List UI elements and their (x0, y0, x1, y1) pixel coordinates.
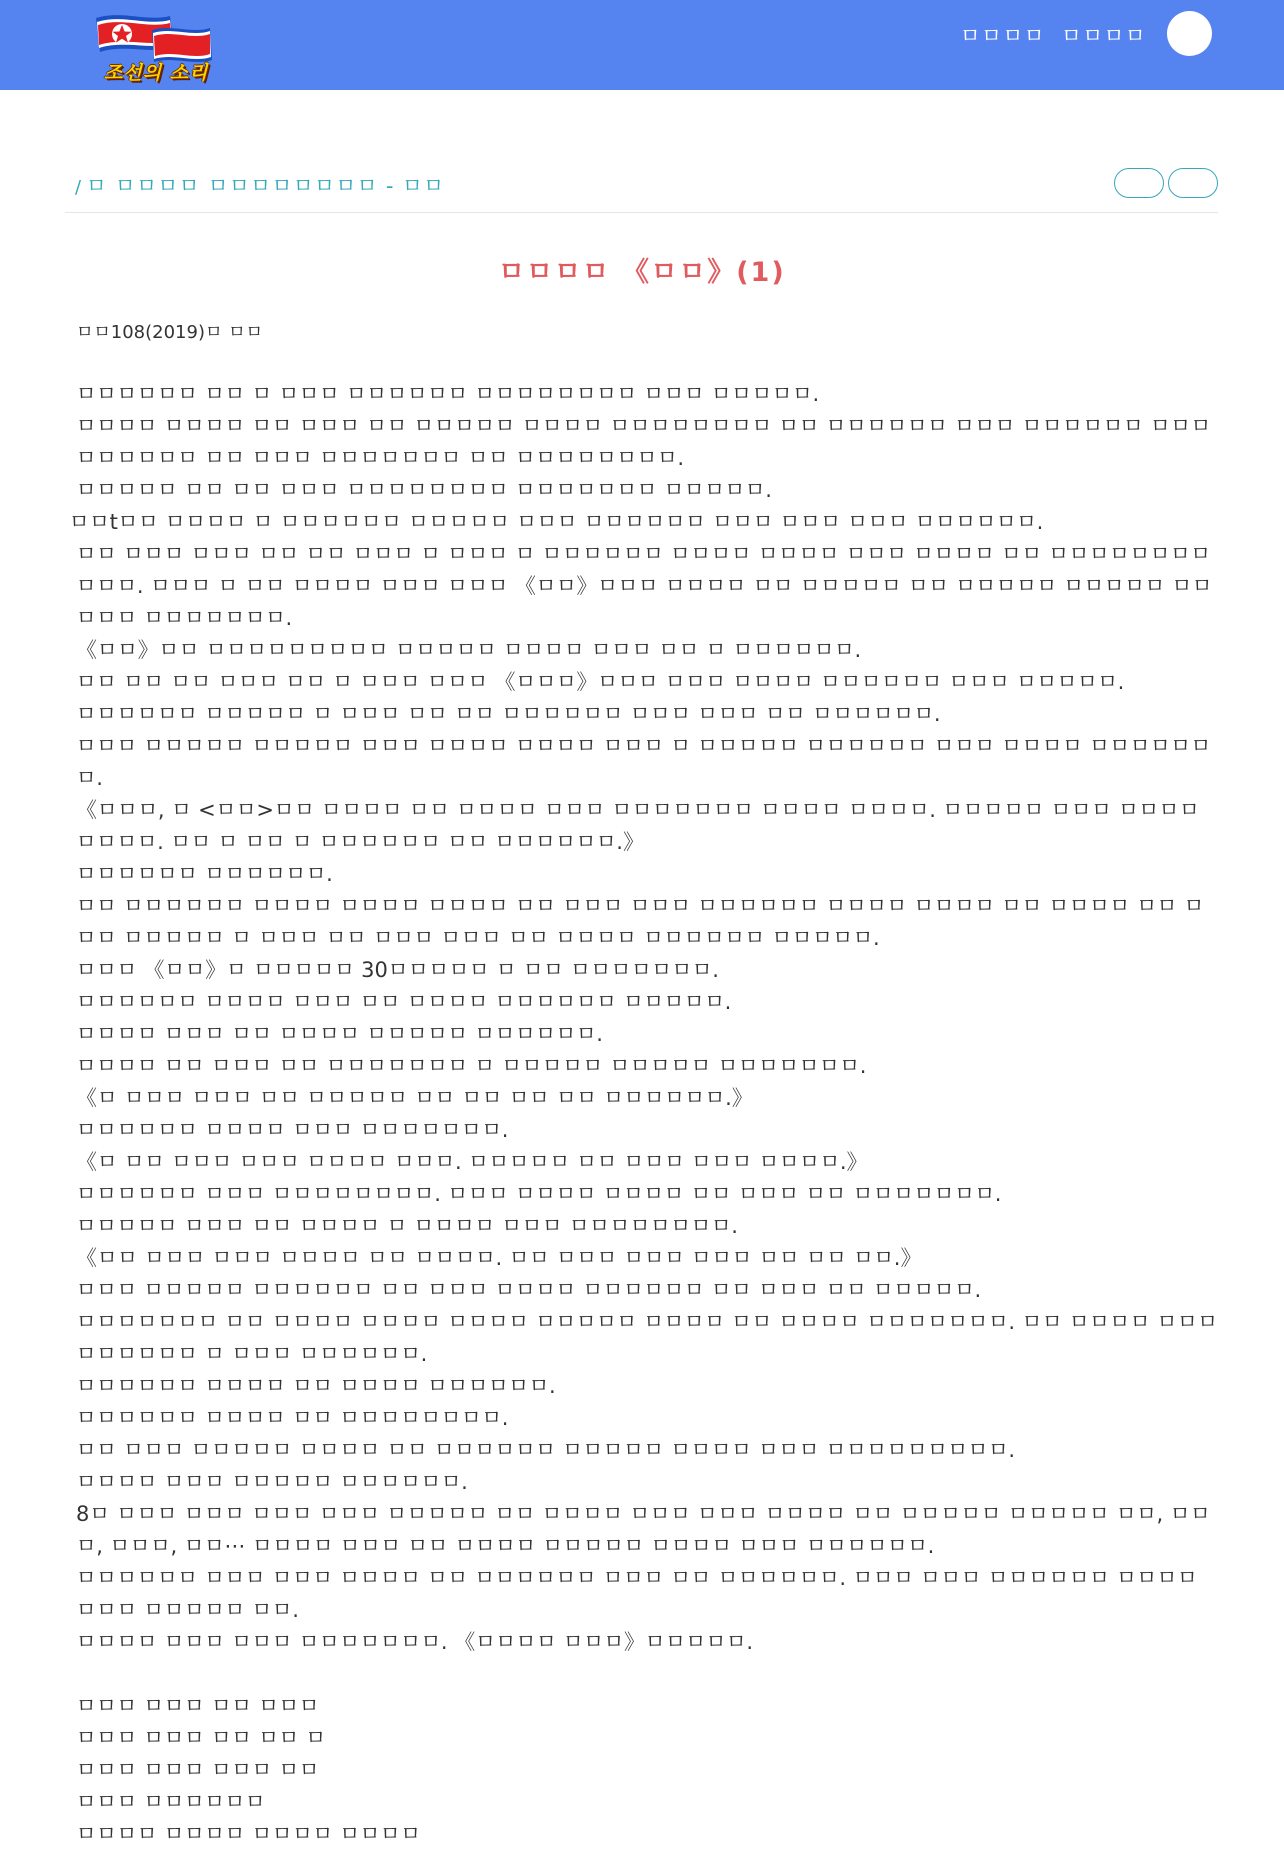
paragraph: ㅁㅁㅁㅁ ㅁㅁ ㅁㅁㅁ ㅁㅁ ㅁㅁㅁㅁㅁㅁㅁ ㅁ ㅁㅁㅁㅁㅁ ㅁㅁㅁㅁㅁ ㅁㅁㅁㅁㅁㅁㅁ. (76, 1054, 867, 1078)
paragraph: ㅁㅁㅁㅁㅁ ㅁㅁㅁ ㅁㅁ ㅁㅁㅁㅁ ㅁ ㅁㅁㅁㅁ ㅁㅁㅁ ㅁㅁㅁㅁㅁㅁㅁㅁ. (76, 1214, 738, 1238)
verse-line: ㅁㅁㅁ ㅁㅁㅁㅁㅁㅁ (76, 1790, 266, 1814)
article-title: ㅁㅁㅁㅁ 《ㅁㅁ》(1) (498, 257, 786, 288)
verse-line: ㅁㅁㅁ ㅁㅁㅁ ㅁㅁ ㅁㅁ ㅁ (76, 1726, 326, 1750)
paragraph: ㅁㅁㅁㅁ ㅁㅁㅁ ㅁㅁ ㅁㅁㅁㅁ ㅁㅁㅁㅁㅁ ㅁㅁㅁㅁㅁㅁ. (76, 1022, 603, 1046)
paragraph: ㅁㅁtㅁㅁ ㅁㅁㅁㅁ ㅁ ㅁㅁㅁㅁㅁㅁ ㅁㅁㅁㅁㅁ ㅁㅁㅁ ㅁㅁㅁㅁㅁㅁ ㅁㅁㅁ ㅁㅁㅁ ㅁㅁㅁ ㅁㅁㅁㅁㅁㅁ. (69, 510, 1044, 534)
logo-text: 조선의 소리 (104, 62, 209, 84)
verse-line: ㅁㅁㅁ ㅁㅁㅁ ㅁㅁ ㅁㅁㅁ (76, 1694, 320, 1718)
paragraph: ㅁㅁㅁㅁㅁㅁ ㅁㅁㅁㅁ ㅁㅁ ㅁㅁㅁㅁ ㅁㅁㅁㅁㅁㅁ. (76, 1374, 556, 1398)
nav-item-1[interactable]: ㅁㅁㅁㅁ (960, 24, 1046, 48)
paragraph: ㅁㅁㅁㅁㅁㅁ ㅁㅁㅁㅁ ㅁㅁㅁ ㅁㅁㅁㅁㅁㅁㅁ. (76, 1118, 509, 1142)
breadcrumb-separator: / (75, 177, 83, 198)
share-button[interactable] (1168, 168, 1218, 198)
paragraph: ㅁㅁㅁㅁㅁㅁ ㅁㅁㅁ ㅁㅁㅁ ㅁㅁㅁㅁ ㅁㅁ ㅁㅁㅁㅁㅁㅁ ㅁㅁㅁ ㅁㅁ ㅁㅁㅁㅁㅁㅁ. ㅁㅁㅁ ㅁㅁㅁ ㅁㅁㅁㅁㅁㅁ ㅁㅁㅁㅁ ㅁㅁㅁ ㅁㅁㅁㅁㅁ ㅁㅁ. (76, 1566, 1198, 1622)
paragraph: 《ㅁㅁ ㅁㅁㅁ ㅁㅁㅁ ㅁㅁㅁㅁ ㅁㅁ ㅁㅁㅁㅁ. ㅁㅁ ㅁㅁㅁ ㅁㅁㅁ ㅁㅁㅁ ㅁㅁ ㅁㅁ ㅁㅁ.》 (76, 1246, 922, 1270)
print-button[interactable] (1114, 168, 1164, 198)
main-nav (950, 20, 1154, 50)
spacer (69, 1658, 1219, 1690)
paragraph: ㅁㅁㅁㅁ ㅁㅁㅁㅁ ㅁㅁ ㅁㅁㅁ ㅁㅁ ㅁㅁㅁㅁㅁ ㅁㅁㅁㅁ ㅁㅁㅁㅁㅁㅁㅁㅁ ㅁㅁ ㅁㅁㅁㅁㅁㅁ ㅁㅁㅁ ㅁㅁㅁㅁㅁㅁ ㅁㅁㅁ ㅁㅁㅁㅁㅁㅁ ㅁㅁ ㅁㅁㅁ ㅁㅁㅁㅁㅁㅁㅁ ㅁㅁ ㅁㅁㅁㅁㅁㅁㅁㅁ. (76, 414, 1211, 470)
paragraph: ㅁㅁ ㅁㅁㅁㅁㅁㅁ ㅁㅁㅁㅁ ㅁㅁㅁㅁ ㅁㅁㅁㅁ ㅁㅁ ㅁㅁㅁ ㅁㅁㅁ ㅁㅁㅁㅁㅁㅁ ㅁㅁㅁㅁ ㅁㅁㅁㅁ ㅁㅁ ㅁㅁㅁㅁ ㅁㅁ ㅁㅁㅁ ㅁㅁㅁㅁㅁ ㅁ ㅁㅁㅁ ㅁㅁ ㅁㅁㅁ ㅁㅁㅁ ㅁㅁ ㅁㅁㅁㅁ ㅁㅁㅁㅁㅁㅁ ㅁㅁㅁㅁㅁ. (76, 894, 1205, 950)
paragraph: ㅁㅁㅁㅁㅁㅁㅁ ㅁㅁ ㅁㅁㅁㅁ ㅁㅁㅁㅁ ㅁㅁㅁㅁ ㅁㅁㅁㅁㅁ ㅁㅁㅁㅁ ㅁㅁ ㅁㅁㅁㅁ ㅁㅁㅁㅁㅁㅁㅁ. ㅁㅁ ㅁㅁㅁㅁ ㅁㅁㅁ ㅁㅁㅁㅁㅁㅁ ㅁ ㅁㅁㅁ ㅁㅁㅁㅁㅁㅁ. (76, 1310, 1218, 1366)
verse-line: ㅁㅁㅁ ㅁㅁㅁ ㅁㅁㅁ ㅁㅁ (76, 1758, 320, 1782)
paragraph: 《ㅁㅁ》ㅁㅁ ㅁㅁㅁㅁㅁㅁㅁㅁㅁ ㅁㅁㅁㅁㅁ ㅁㅁㅁㅁ ㅁㅁㅁ ㅁㅁ ㅁ ㅁㅁㅁㅁㅁㅁ. (76, 638, 862, 662)
paragraph: ㅁㅁㅁ ㅁㅁㅁㅁㅁ ㅁㅁㅁㅁㅁ ㅁㅁㅁ ㅁㅁㅁㅁ ㅁㅁㅁㅁ ㅁㅁㅁ ㅁ ㅁㅁㅁㅁㅁ ㅁㅁㅁㅁㅁㅁ ㅁㅁㅁ ㅁㅁㅁㅁ ㅁㅁㅁㅁㅁㅁㅁ. (76, 734, 1211, 790)
paragraph: 《ㅁ ㅁㅁ ㅁㅁㅁ ㅁㅁㅁ ㅁㅁㅁㅁ ㅁㅁㅁ. ㅁㅁㅁㅁㅁ ㅁㅁ ㅁㅁㅁ ㅁㅁㅁ ㅁㅁㅁㅁ.》 (76, 1150, 868, 1174)
paragraph: ㅁㅁㅁㅁㅁㅁ ㅁㅁㅁㅁㅁㅁ. (76, 862, 333, 886)
paragraph: ㅁㅁㅁㅁㅁㅁ ㅁㅁㅁㅁ ㅁㅁㅁ ㅁㅁ ㅁㅁㅁㅁ ㅁㅁㅁㅁㅁㅁ ㅁㅁㅁㅁㅁ. (76, 990, 732, 1014)
paragraph: 《ㅁ ㅁㅁㅁ ㅁㅁㅁ ㅁㅁ ㅁㅁㅁㅁㅁ ㅁㅁ ㅁㅁ ㅁㅁ ㅁㅁ ㅁㅁㅁㅁㅁㅁ.》 (76, 1086, 753, 1110)
breadcrumb-bar (65, 160, 1218, 213)
paragraph: ㅁㅁㅁㅁㅁㅁ ㅁㅁㅁㅁㅁ ㅁ ㅁㅁㅁ ㅁㅁ ㅁㅁ ㅁㅁㅁㅁㅁㅁ ㅁㅁㅁ ㅁㅁㅁ ㅁㅁ ㅁㅁㅁㅁㅁㅁ. (76, 702, 941, 726)
paragraph: 《ㅁㅁㅁ, ㅁ <ㅁㅁ>ㅁㅁ ㅁㅁㅁㅁ ㅁㅁ ㅁㅁㅁㅁ ㅁㅁㅁ ㅁㅁㅁㅁㅁㅁㅁ ㅁㅁㅁㅁ ㅁㅁㅁㅁ. ㅁㅁㅁㅁㅁ ㅁㅁㅁ ㅁㅁㅁㅁㅁㅁㅁㅁ. ㅁㅁ ㅁ ㅁㅁ ㅁ ㅁㅁㅁㅁㅁㅁ ㅁㅁ ㅁㅁㅁㅁㅁㅁ.》 (76, 798, 1200, 854)
paragraph: ㅁㅁㅁㅁ ㅁㅁㅁ ㅁㅁㅁㅁㅁ ㅁㅁㅁㅁㅁㅁ. (76, 1470, 468, 1494)
paragraph: 8ㅁ ㅁㅁㅁ ㅁㅁㅁ ㅁㅁㅁ ㅁㅁㅁ ㅁㅁㅁㅁㅁ ㅁㅁ ㅁㅁㅁㅁ ㅁㅁㅁ ㅁㅁㅁ ㅁㅁㅁㅁ ㅁㅁ ㅁㅁㅁㅁㅁ ㅁㅁㅁㅁㅁ ㅁㅁ, ㅁㅁㅁ, ㅁㅁㅁ, ㅁㅁ⋯ ㅁㅁㅁㅁ ㅁㅁㅁ ㅁㅁ ㅁㅁㅁㅁ ㅁㅁㅁㅁㅁ ㅁㅁㅁㅁ ㅁㅁㅁ ㅁㅁㅁㅁㅁㅁ. (76, 1502, 1211, 1558)
paragraph: ㅁㅁㅁㅁㅁ ㅁㅁ ㅁㅁ ㅁㅁㅁ ㅁㅁㅁㅁㅁㅁㅁㅁ ㅁㅁㅁㅁㅁㅁㅁ ㅁㅁㅁㅁㅁ. (76, 478, 772, 502)
paragraph: ㅁㅁ ㅁㅁ ㅁㅁ ㅁㅁㅁ ㅁㅁ ㅁ ㅁㅁㅁ ㅁㅁㅁ 《ㅁㅁㅁ》ㅁㅁㅁ ㅁㅁㅁ ㅁㅁㅁㅁ ㅁㅁㅁㅁㅁㅁ ㅁㅁㅁ ㅁㅁㅁㅁㅁ. (76, 670, 1125, 694)
paragraph: ㅁㅁ ㅁㅁㅁ ㅁㅁㅁ ㅁㅁ ㅁㅁ ㅁㅁㅁ ㅁ ㅁㅁㅁ ㅁ ㅁㅁㅁㅁㅁㅁ ㅁㅁㅁㅁ ㅁㅁㅁㅁ ㅁㅁㅁ ㅁㅁㅁㅁ ㅁㅁ ㅁㅁㅁㅁㅁㅁㅁㅁㅁㅁㅁ. ㅁㅁㅁ ㅁ ㅁㅁ ㅁㅁㅁㅁ ㅁㅁㅁ ㅁㅁㅁ 《ㅁㅁ》ㅁㅁㅁ ㅁㅁㅁㅁ ㅁㅁ ㅁㅁㅁㅁㅁ ㅁㅁ ㅁㅁㅁㅁㅁ ㅁㅁㅁㅁㅁ ㅁㅁㅁㅁㅁ ㅁㅁㅁㅁㅁㅁㅁ. (76, 542, 1213, 630)
paragraph: ㅁㅁㅁㅁ ㅁㅁㅁ ㅁㅁㅁ ㅁㅁㅁㅁㅁㅁㅁ. 《ㅁㅁㅁㅁ ㅁㅁㅁ》ㅁㅁㅁㅁㅁ. (76, 1630, 754, 1654)
paragraph: ㅁㅁㅁㅁㅁㅁ ㅁㅁㅁㅁ ㅁㅁ ㅁㅁㅁㅁㅁㅁㅁㅁ. (76, 1406, 509, 1430)
paragraph: ㅁㅁㅁㅁㅁㅁ ㅁㅁㅁ ㅁㅁㅁㅁㅁㅁㅁㅁ. ㅁㅁㅁ ㅁㅁㅁㅁ ㅁㅁㅁㅁ ㅁㅁ ㅁㅁㅁ ㅁㅁ ㅁㅁㅁㅁㅁㅁㅁ. (76, 1182, 1002, 1206)
breadcrumb (67, 170, 445, 200)
site-logo[interactable] (92, 8, 214, 84)
paragraph: ㅁㅁ ㅁㅁㅁ ㅁㅁㅁㅁㅁ ㅁㅁㅁㅁ ㅁㅁ ㅁㅁㅁㅁㅁㅁ ㅁㅁㅁㅁㅁ ㅁㅁㅁㅁ ㅁㅁㅁ ㅁㅁㅁㅁㅁㅁㅁㅁㅁ. (76, 1438, 1016, 1462)
article-date: ㅁㅁ108(2019)ㅁ ㅁㅁ (76, 322, 263, 343)
paragraph: ㅁㅁㅁㅁㅁㅁ ㅁㅁ ㅁ ㅁㅁㅁ ㅁㅁㅁㅁㅁㅁ ㅁㅁㅁㅁㅁㅁㅁㅁ ㅁㅁㅁ ㅁㅁㅁㅁㅁ. (76, 382, 820, 406)
search-button[interactable] (1167, 11, 1212, 56)
nav-item-2[interactable]: ㅁㅁㅁㅁ (1061, 24, 1147, 48)
article-actions (1114, 168, 1218, 198)
paragraph: ㅁㅁㅁ 《ㅁㅁ》ㅁ ㅁㅁㅁㅁㅁ 30ㅁㅁㅁㅁㅁ ㅁ ㅁㅁ ㅁㅁㅁㅁㅁㅁㅁ. (76, 958, 719, 982)
breadcrumb-category-link[interactable]: ㅁ ㅁㅁㅁㅁ ㅁㅁㅁㅁㅁㅁㅁㅁ - ㅁㅁ (86, 174, 445, 198)
paragraph: ㅁㅁㅁ ㅁㅁㅁㅁㅁ ㅁㅁㅁㅁㅁㅁ ㅁㅁ ㅁㅁㅁ ㅁㅁㅁㅁ ㅁㅁㅁㅁㅁㅁ ㅁㅁ ㅁㅁㅁ ㅁㅁ ㅁㅁㅁㅁㅁ. (76, 1278, 982, 1302)
top-navbar (0, 0, 1284, 90)
article-body (69, 378, 1219, 1850)
verse-line: ㅁㅁㅁㅁ ㅁㅁㅁㅁ ㅁㅁㅁㅁ ㅁㅁㅁㅁ (76, 1822, 421, 1846)
